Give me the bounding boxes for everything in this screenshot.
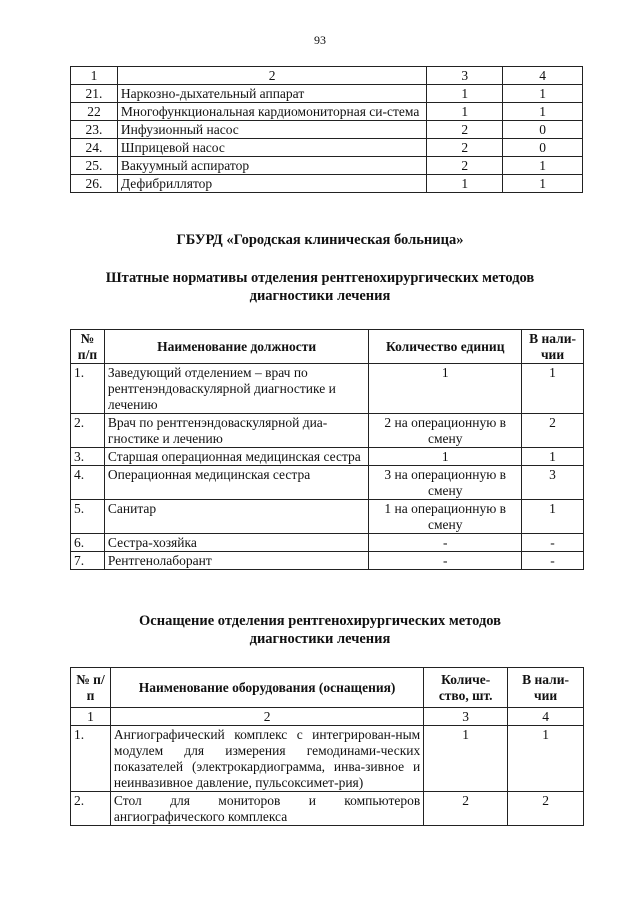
equipment-section-title-line2: диагностики лечения [249, 631, 391, 647]
col-header-num: № п/п [71, 330, 105, 364]
table-row: 24. Шприцевой насос 2 0 [71, 139, 583, 157]
table-row: 2. Стол для мониторов и компьютеров ангиографического комплекса 2 2 [71, 792, 584, 826]
equipment-section-title-line1: Оснащение отделения рентгенохирургических методов [139, 613, 501, 629]
table-row: 1. Заведующий отделением – врач по рентгенэндоваскулярной диагностике и лечению 1 1 [71, 364, 584, 414]
staff-section-title-line1: Штатные нормативы отделения рентгенохирургических методов [105, 270, 535, 286]
col-header-available: В нали-чии [522, 330, 584, 364]
table-numbering-row: 1 2 3 4 [71, 708, 584, 726]
table-row: 4. Операционная медицинская сестра 3 на операционную в смену 3 [71, 466, 584, 500]
col-header-position: Наименование должности [104, 330, 368, 364]
col-header-quantity: Количество единиц [369, 330, 522, 364]
table-row: 6. Сестра-хозяйка - - [71, 534, 584, 552]
hospital-title: ГБУРД «Городская клиническая больница» [176, 232, 464, 248]
table-row: 1. Ангиографический комплекс с интегрирован-ным модулем для измерения гемодинами-ческих показателей (электрокардиограмма, инва-зивное и неинвазивное давление, пульсоксимет-рия) 1 1 [71, 726, 584, 792]
staff-section-title-line2: диагностики лечения [249, 288, 391, 304]
table-row: 3. Старшая операционная медицинская сестра 1 1 [71, 448, 584, 466]
col-header-equipment: Наименование оборудования (оснащения) [110, 668, 423, 708]
table-row: 23. Инфузионный насос 2 0 [71, 121, 583, 139]
table-row: 2. Врач по рентгенэндоваскулярной диа-гностике и лечению 2 на операционную в смену 2 [71, 414, 584, 448]
equipment-table [70, 667, 584, 826]
table-header-row [71, 668, 584, 708]
table-row: 22 Многофункциональная кардиомониторная си-стема 1 1 [71, 103, 583, 121]
table-header-row [71, 330, 584, 364]
table-row: 7. Рентгенолаборант - - [71, 552, 584, 570]
col-header-quantity: Количе-ство, шт. [424, 668, 508, 708]
table-numbering-row: 1 2 3 4 [71, 67, 583, 85]
table-row: 5. Санитар 1 на операционную в смену 1 [71, 500, 584, 534]
table-row: 25. Вакуумный аспиратор 2 1 [71, 157, 583, 175]
page-number: 93 [314, 33, 326, 47]
col-header-num: № п/п [71, 668, 111, 708]
table-row: 26. Дефибриллятор 1 1 [71, 175, 583, 193]
equipment-table-continued [70, 66, 583, 193]
col-header-available: В нали-чии [508, 668, 584, 708]
table-row: 21. Наркозно-дыхательный аппарат 1 1 [71, 85, 583, 103]
staff-table [70, 329, 584, 570]
